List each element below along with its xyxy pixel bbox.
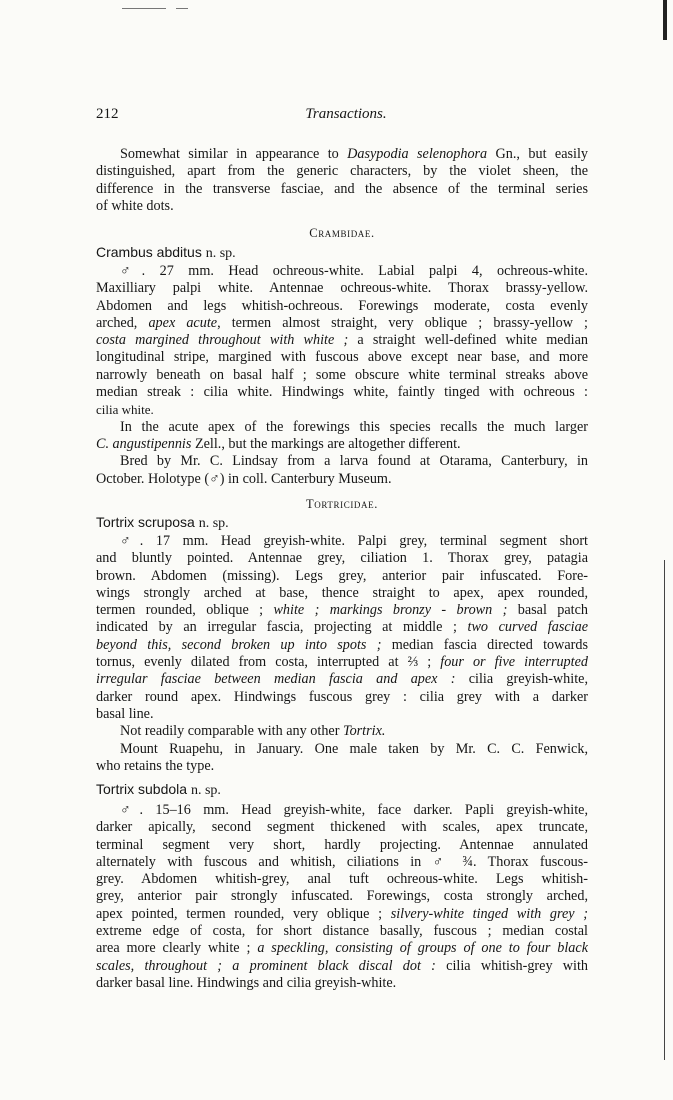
scan-mark-top-right: [176, 8, 188, 9]
text-line: beyond this, second broken up into spots ; median fascia directed towards: [96, 636, 588, 653]
text-line: Abdomen and legs whitish-ochreous. Forewings moderate, costa evenly: [96, 297, 588, 314]
text-line: of white dots.: [96, 197, 174, 214]
species-name: Tortrix subdola: [96, 781, 188, 797]
text-line: area more clearly white ; a speckling, consisting of groups of one to four black: [96, 940, 588, 957]
section-title-crambidae: Crambidae.: [309, 226, 375, 240]
text-line: alternately with fuscous and whitish, ciliations in ♂ ¾. Thorax fuscous-: [96, 853, 588, 870]
text-line: arched, apex acute, termen almost straight, very oblique ; brassy-yellow ;: [96, 314, 588, 331]
species-description: [96, 263, 588, 488]
text-line: darker apically, second segment thickened with scales, apex truncate,: [96, 819, 588, 836]
section-title-tortricidae: Tortricidae.: [306, 497, 378, 511]
text-line: ♂. 27 mm. Head ochreous-white. Labial palpi 4, ochreous-white.: [120, 263, 588, 279]
text-line: Maxilliary palpi white. Antennae ochreous-white. Thorax brassy-yellow.: [96, 280, 588, 297]
text-line: Somewhat similar in appearance to Dasypodia selenophora Gn., but easily: [120, 146, 588, 162]
text-line: basal line.: [96, 705, 154, 722]
species-suffix: n. sp.: [205, 246, 236, 261]
scan-mark-top: [122, 8, 166, 9]
species-description: [96, 533, 588, 775]
text-line: Not readily comparable with any other Tortrix.: [120, 723, 386, 740]
species-title: [96, 514, 229, 532]
text-line: who retains the type.: [96, 757, 215, 774]
text-line: narrowly beneath on basal half ; some obscure white terminal streaks above: [96, 366, 588, 383]
text-line: Bred by Mr. C. Lindsay from a larva found at Otarama, Canterbury, in: [120, 453, 588, 470]
text-line: tornus, evenly dilated from costa, interrupted at ⅔ ; four or five interrupted: [96, 654, 588, 671]
running-title: Transactions.: [305, 106, 387, 122]
scan-edge-line: [664, 560, 665, 1060]
text-line: longitudinal stripe, margined with fuscous above except near base, and more: [96, 349, 588, 366]
intro-paragraph: [96, 146, 588, 215]
text-line: costa margined throughout with white ; a straight well-defined white median: [96, 332, 588, 349]
species-title: [96, 244, 236, 262]
text-line: scales, throughout ; a prominent black discal dot : cilia whitish-grey with: [96, 957, 588, 974]
text-line: C. angustipennis Zell., but the markings are altogether different.: [96, 435, 461, 452]
text-line: termen rounded, oblique ; white ; markings bronzy - brown ; basal patch: [96, 602, 588, 619]
species-suffix: n. sp.: [190, 783, 221, 798]
species-suffix: n. sp.: [198, 516, 229, 531]
text-line: irregular fasciae between median fascia and apex : cilia greyish-white,: [96, 671, 588, 688]
text-line: brown. Abdomen (missing). Legs grey, anterior pair infuscated. Fore-: [96, 567, 588, 584]
text-line: distinguished, apart from the generic characters, by the violet sheen, the: [96, 163, 588, 180]
text-line: October. Holotype (♂) in coll. Canterbury Museum.: [96, 470, 392, 487]
text-line: grey, anterior pair strongly infuscated. Forewings, costa strongly arched,: [96, 888, 588, 905]
text-line: darker basal line. Hindwings and cilia greyish-white.: [96, 974, 397, 991]
text-line: In the acute apex of the forewings this species recalls the much larger: [120, 418, 588, 435]
page-number: 212: [96, 106, 119, 122]
text-line: wings strongly arched at base, thence straight to apex, apex rounded,: [96, 584, 588, 601]
text-line: indicated by an irregular fascia, projecting at middle ; two curved fasciae: [96, 619, 588, 636]
text-line: median streak : cilia white. Hindwings white, faintly tinged with ochreous :: [96, 384, 588, 401]
page-header: [96, 106, 596, 128]
species-title: [96, 781, 221, 799]
text-line: grey. Abdomen whitish-grey, anal tuft ochreous-white. Legs whitish-: [96, 871, 588, 888]
scan-edge-bar: [663, 0, 667, 40]
species-name: Tortrix scruposa: [96, 514, 195, 530]
text-line: extreme edge of costa, for short distance basally, fuscous ; median costal: [96, 923, 588, 940]
species-description: [96, 802, 588, 992]
text-line: difference in the transverse fasciae, and the absence of the terminal series: [96, 180, 588, 197]
text-line: Mount Ruapehu, in January. One male taken by Mr. C. C. Fenwick,: [120, 740, 588, 757]
text-line: and bluntly pointed. Antennae grey, ciliation 1. Thorax grey, patagia: [96, 550, 588, 567]
text-line: cilia white.: [96, 402, 154, 418]
text-line: ♂. 17 mm. Head greyish-white. Palpi grey, terminal segment short: [120, 533, 588, 549]
text-line: darker round apex. Hindwings fuscous grey : cilia grey with a darker: [96, 688, 588, 705]
text-line: terminal segment very short, hardly projecting. Antennae annulated: [96, 836, 588, 853]
text-line: apex pointed, termen rounded, very oblique ; silvery-white tinged with grey ;: [96, 905, 588, 922]
text-line: ♂. 15–16 mm. Head greyish-white, face darker. Papli greyish-white,: [120, 802, 588, 818]
species-name: Crambus abditus: [96, 244, 202, 260]
